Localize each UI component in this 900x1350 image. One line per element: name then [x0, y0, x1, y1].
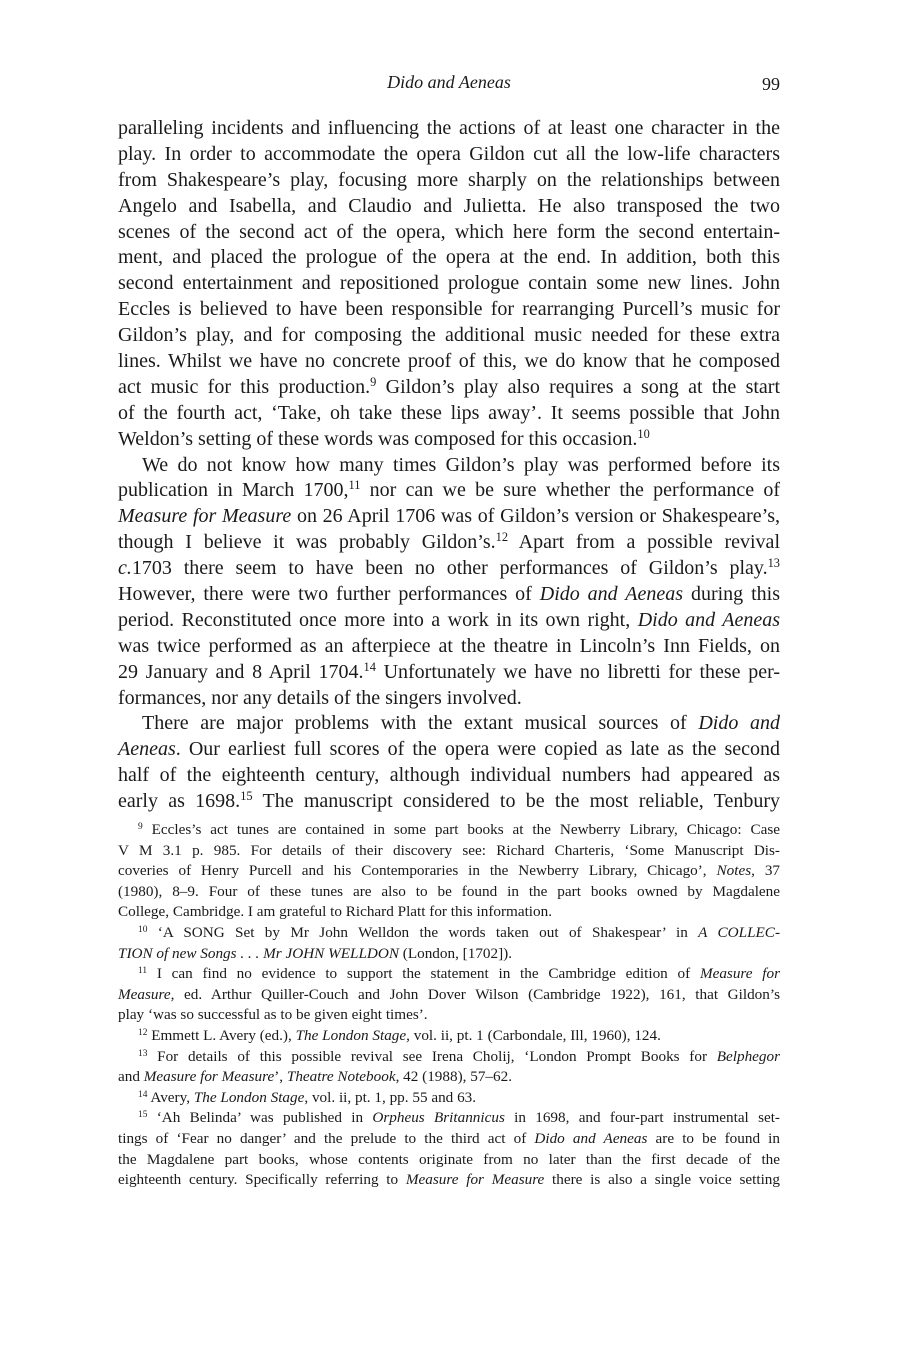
italic-text: c.: [118, 557, 132, 580]
footnote-marker: 13: [767, 556, 780, 571]
text-run: was twice performed as an afterpiece at the theatre in Lincoln’s Inn Fields, on: [118, 634, 780, 657]
running-head: [118, 70, 780, 98]
italic-text: Dido and: [698, 712, 780, 735]
italic-text: Dido and Aeneas: [539, 583, 684, 606]
body-line: [118, 245, 780, 271]
footnotes-line: [118, 841, 780, 862]
footnote-marker: 12: [495, 530, 509, 545]
body-line: [118, 168, 780, 194]
text-run: eighteenth century. Specifically referring to: [118, 1171, 406, 1189]
text-run: coveries of Henry Purcell and his Contemporaries in the Newberry Library, Chicago’,: [118, 862, 717, 880]
italic-text: The London Stage: [193, 1088, 305, 1106]
footnotes-line: [118, 964, 780, 985]
text-run: ‘A SONG Set by Mr John Welldon the words taken out of Shakespear’ in: [147, 923, 699, 941]
body-line: [118, 220, 780, 246]
italic-text: The London Stage: [295, 1026, 407, 1044]
body-line: [118, 349, 780, 375]
body-line: [118, 582, 780, 608]
footnote-marker: 9: [138, 821, 143, 832]
body-line: [118, 530, 780, 556]
footnotes: [118, 820, 780, 1191]
footnotes-line: [118, 1047, 780, 1068]
footnotes-line: [118, 1026, 780, 1047]
body-line: [118, 504, 780, 530]
text-run: ‘Ah Belinda’ was published in: [147, 1109, 373, 1127]
text-run: 1703 there seem to have been no other performances of Gildon’s play.: [131, 557, 768, 580]
italic-text: Notes: [716, 862, 752, 880]
footnote-marker: 15: [240, 789, 253, 804]
text-run: , vol. ii, pt. 1 (Carbondale, Ill, 1960), 124.: [406, 1026, 661, 1044]
body-line: [118, 271, 780, 297]
footnotes-line: [118, 1108, 780, 1129]
text-run: Unfortunately we have no libretti for these per-: [375, 660, 781, 683]
text-run: act music for this production.: [118, 375, 371, 398]
text-run: from Shakespeare’s play, focusing more sharply on the relationships between: [118, 168, 780, 191]
footnote-marker: 14: [138, 1089, 148, 1100]
text-run: formances, nor any details of the singers involved.: [118, 686, 522, 709]
body-line: [118, 763, 780, 789]
text-run: are to be found in: [647, 1129, 780, 1147]
text-run: We do not know how many times Gildon’s play was performed before its: [142, 453, 780, 476]
body-line: [118, 142, 780, 168]
footnote-marker: 11: [138, 965, 148, 976]
italic-text: Dido and Aeneas: [637, 608, 780, 631]
body-line: [118, 116, 780, 142]
text-run: Eccles is believed to have been responsible for rearranging Purcell’s music for: [118, 298, 780, 321]
body-line: [118, 634, 780, 660]
text-run: there is also a single voice setting: [544, 1171, 780, 1189]
italic-text: TION of new Songs . . . Mr JOHN WELLDON: [118, 944, 399, 962]
body-line: [118, 453, 780, 479]
text-run: ’,: [274, 1068, 287, 1086]
text-run: though I believe it was probably Gildon’s.: [118, 531, 496, 554]
text-run: , 37: [751, 862, 781, 880]
text-run: the Magdalene part books, whose contents originate from no later than the first decade of the: [118, 1150, 780, 1168]
text-run: Gildon’s play also requires a song at the start: [376, 375, 781, 398]
text-run: in 1698, and four-part instrumental set-: [504, 1109, 780, 1127]
footnotes-line: [118, 1150, 780, 1171]
body-line: [118, 427, 780, 453]
text-run: period. Reconstituted once more into a work in its own right,: [118, 608, 638, 631]
italic-text: Measure for Measure: [143, 1068, 275, 1086]
italic-text: Measure for Measure: [405, 1171, 545, 1189]
text-run: ment, and placed the prologue of the opera at the end. In addition, both this: [118, 246, 780, 269]
body-line: [118, 323, 780, 349]
text-run: Gildon’s play, and for composing the additional music needed for these extra: [118, 324, 780, 347]
page-number: 99: [762, 74, 780, 94]
footnotes-line: [118, 882, 780, 903]
footnotes-line: [118, 985, 780, 1006]
body-line: [118, 660, 780, 686]
footnotes-line: [118, 820, 780, 841]
body-line: [118, 608, 780, 634]
text-run: , 42 (1988), 57–62.: [395, 1068, 512, 1086]
text-run: Avery,: [147, 1088, 194, 1106]
text-run: half of the eighteenth century, although individual numbers had appeared as: [118, 764, 780, 787]
footnotes-line: [118, 923, 780, 944]
text-run: lines. Whilst we have no concrete proof of this, we do know that he composed: [118, 350, 780, 373]
footnote-marker: 11: [348, 478, 361, 493]
footnote-marker: 13: [138, 1048, 148, 1059]
text-run: of the fourth act, ‘Take, oh take these lips away’. It seems possible that John: [118, 401, 780, 424]
footnote-marker: 10: [138, 924, 148, 935]
footnotes-line: [118, 1088, 780, 1109]
text-run: second entertainment and repositioned prologue contain some new lines. John: [118, 272, 780, 295]
text-run: 29 January and 8 April 1704.: [118, 660, 364, 683]
text-run: (1980), 8–9. Four of these tunes are also to be found in the part books owned by Magdalene: [118, 882, 780, 900]
italic-text: Dido and Aeneas: [534, 1129, 648, 1147]
italic-text: A COLLEC-: [698, 923, 780, 941]
footnote-marker: 14: [363, 659, 376, 674]
italic-text: Measure: [118, 985, 171, 1003]
text-run: Emmett L. Avery (ed.),: [147, 1026, 296, 1044]
text-run: Angelo and Isabella, and Claudio and Julietta. He also transposed the two: [118, 194, 780, 217]
body-line: [118, 478, 780, 504]
italic-text: Measure for: [699, 965, 780, 983]
text-run: paralleling incidents and influencing the actions of at least one character in the: [118, 117, 780, 139]
body-line: [118, 297, 780, 323]
text-run: nor can we be sure whether the performance of: [360, 479, 781, 502]
text-run: Eccles’s act tunes are contained in some part books at the Newberry Library, Chicago: Case: [142, 821, 780, 838]
text-run: There are major problems with the extant musical sources of: [142, 712, 699, 735]
text-run: early as 1698.: [118, 790, 241, 813]
text-run: For details of this possible revival see Irena Cholij, ‘London Prompt Books for: [147, 1047, 717, 1065]
text-run: I can find no evidence to support the statement in the Cambridge edition of: [147, 965, 700, 983]
body-text: [118, 116, 780, 815]
text-run: V M 3.1 p. 985. For details of their discovery see: Richard Charteris, ‘Some Manuscript Dis-: [118, 841, 780, 859]
italic-text: Theatre Notebook: [286, 1068, 396, 1086]
body-line: [118, 556, 780, 582]
text-run: . Our earliest full scores of the opera were copied as late as the second: [175, 738, 780, 761]
italic-text: Measure for Measure: [118, 505, 292, 528]
body-line: [118, 194, 780, 220]
footnotes-line: [118, 1005, 780, 1026]
text-run: (London, [1702]).: [398, 944, 513, 962]
footnote-marker: 10: [637, 426, 650, 441]
body-line: [118, 737, 780, 763]
body-line: [118, 375, 780, 401]
text-run: during this: [683, 583, 780, 606]
footnotes-line: [118, 1067, 780, 1088]
footnote-marker: 9: [370, 375, 377, 390]
text-run: on 26 April 1706 was of Gildon’s version or Shakespeare’s,: [291, 505, 780, 528]
footnotes-line: [118, 861, 780, 882]
text-run: College, Cambridge. I am grateful to Richard Platt for this information.: [118, 903, 553, 921]
footnotes-line: [118, 1129, 780, 1150]
text-run: play ‘was so successful as to be given eight times’.: [118, 1006, 428, 1024]
body-line: [118, 789, 780, 815]
footnote-marker: 15: [138, 1110, 148, 1121]
text-run: , vol. ii, pt. 1, pp. 55 and 63.: [304, 1088, 477, 1106]
text-run: The manuscript considered to be the most reliable, Tenbury: [252, 790, 780, 813]
text-run: and: [118, 1068, 144, 1086]
text-run: tings of ‘Fear no danger’ and the prelude to the third act of: [118, 1129, 535, 1147]
text-run: Weldon’s setting of these words was composed for this occasion.: [118, 427, 638, 450]
body-line: [118, 686, 780, 712]
running-title: Dido and Aeneas: [387, 72, 511, 92]
footnotes-line: [118, 1170, 780, 1191]
text-run: publication in March 1700,: [118, 479, 349, 502]
footnote-marker: 12: [138, 1027, 148, 1038]
body-line: [118, 711, 780, 737]
italic-text: Aeneas: [118, 738, 176, 761]
italic-text: Belphegor: [716, 1047, 780, 1065]
body-line: [118, 401, 780, 427]
text-run: Apart from a possible revival: [508, 531, 780, 554]
text-run: , ed. Arthur Quiller-Couch and John Dover Wilson (Cambridge 1922), 161, that Gildon’s: [170, 985, 780, 1003]
footnotes-line: [118, 944, 780, 965]
text-run: However, there were two further performances of: [118, 583, 540, 606]
footnotes-line: [118, 902, 780, 923]
text-run: scenes of the second act of the opera, which here form the second entertain-: [118, 220, 780, 243]
text-run: play. In order to accommodate the opera Gildon cut all the low-life characters: [118, 142, 780, 165]
italic-text: Orpheus Britannicus: [372, 1109, 505, 1127]
